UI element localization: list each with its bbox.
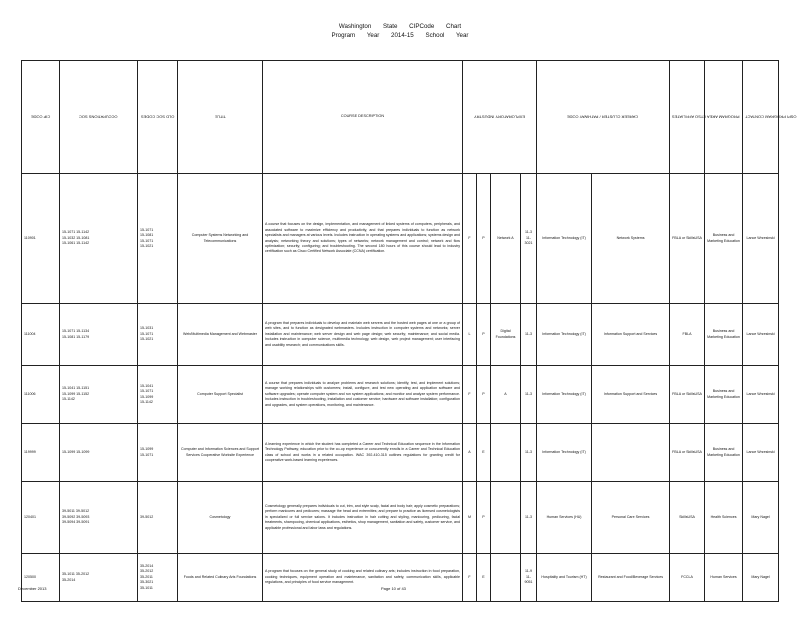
pathway-cell: Network Systems — [592, 174, 670, 304]
ctso-cell: FBLA or SkillsUSA — [670, 366, 705, 424]
description-cell: A learning experience in which the student has completed a Career and Technical Education sequence in the Information Technology Pathway; education prior to the co-op experience or concurrently enrolls in a Career and Technical Education class of school and works in a related occupation. WAC 392-410-315 outlines regulations for granting credit for cooperative work-based learning experiences. — [263, 424, 463, 482]
flag-3-cell: A — [491, 366, 521, 424]
contact-cell: Lance Wrzesinski — [743, 304, 779, 366]
flag-2-cell: E — [477, 554, 491, 602]
document-title — [0, 22, 800, 40]
ctso-cell: FBLA or SkillsUSA — [670, 174, 705, 304]
program-area-cell: Business and Marketing Education — [705, 424, 743, 482]
program-area-cell: Human Services — [705, 554, 743, 602]
occupations-cell: 15-1071 15-1134 15-1081 15-1179 — [60, 304, 138, 366]
program-area-cell: Business and Marketing Education — [705, 304, 743, 366]
occupations-cell: 15-1041 15-1151 15-1099 15-1152 15-1142 — [60, 366, 138, 424]
cip-code-cell: 111004 — [22, 304, 60, 366]
occupations-cell: 35-1011 35-2012 35-2014 — [60, 554, 138, 602]
title-cell: Cosmetology — [178, 482, 263, 554]
old-soc-cell: 39-5012 — [138, 482, 178, 554]
flag-3-cell: Network A — [491, 174, 521, 304]
old-soc-cell: 15-1071 15-1081 15-1071 15-1021 — [138, 174, 178, 304]
flag-1-cell: M — [463, 482, 477, 554]
flag-3-cell — [491, 554, 521, 602]
pathway-cell: Information Support and Services — [592, 366, 670, 424]
contact-cell: Lance Wrzesinski — [743, 366, 779, 424]
table-row — [22, 424, 779, 482]
header-cip: CIP CODE — [22, 61, 60, 174]
cip-code-cell: 111006 — [22, 366, 60, 424]
old-soc-cell: 15-1031 15-1071 15-1021 — [138, 304, 178, 366]
cip-code-cell: 119999 — [22, 424, 60, 482]
flag-1-cell: L — [463, 304, 477, 366]
program-area-cell: Business and Marketing Education — [705, 174, 743, 304]
flag-2-cell: P — [477, 366, 491, 424]
pathway-cell: Information Support and Services — [592, 304, 670, 366]
header-ctso: CTSO AFFILIATES — [670, 61, 705, 174]
title-cell: Computer Support Specialist — [178, 366, 263, 424]
header-program-area: PROGRAM AREA — [705, 61, 743, 174]
title-cell: Computer Systems Networking and Telecommunications — [178, 174, 263, 304]
flag-3-cell — [491, 424, 521, 482]
title-line-2: Program Year 2014-15 School Year — [331, 32, 469, 39]
flag-3-cell: Digital Foundations — [491, 304, 521, 366]
cip-code-cell: 110901 — [22, 174, 60, 304]
cluster-cell: Information Technology (IT) — [537, 304, 592, 366]
flag-1-cell: A — [463, 424, 477, 482]
title-cell: Foods and Related Culinary Arts Foundations — [178, 554, 263, 602]
header-old-soc: OLD SOC CODES — [138, 61, 178, 174]
occupations-cell: 15-1099 15-1099 — [60, 424, 138, 482]
ctso-cell: FBLA — [670, 304, 705, 366]
flag-2-cell: P — [477, 174, 491, 304]
cluster-cell: Information Technology (IT) — [537, 174, 592, 304]
cip-code-cell: 120401 — [22, 482, 60, 554]
cluster-cell: Information Technology (IT) — [537, 366, 592, 424]
flag-2-cell: P — [477, 304, 491, 366]
cip-code-table — [21, 60, 797, 602]
header-description: COURSE DESCRIPTION — [263, 61, 463, 174]
ctso-cell: FCCLA — [670, 554, 705, 602]
header-contact: OSPI PROGRAM CONTACT — [743, 61, 779, 174]
pathway-cell: Restaurant and Food/Beverage Services — [592, 554, 670, 602]
program-area-cell: Health Sciences — [705, 482, 743, 554]
pathway-cell — [592, 424, 670, 482]
old-soc-cell: 15-1099 15-1071 — [138, 424, 178, 482]
header-row — [22, 61, 779, 174]
flag-1-cell: F — [463, 554, 477, 602]
contact-cell: Lance Wrzesinski — [743, 174, 779, 304]
contact-cell: Mary Nagel — [743, 482, 779, 554]
occupations-cell: 15-1071 15-1142 15-1032 15-1081 15-1061 15-1142 — [60, 174, 138, 304]
flag-2-cell: P — [477, 482, 491, 554]
old-soc-cell: 35-2014 35-2012 35-2011 35-3021 35-1011 — [138, 554, 178, 602]
footer-page: Page 10 of 43 — [381, 586, 406, 591]
description-cell: A program that prepares individuals to develop and maintain web servers and the hosted web pages at one or a group of web sites, and to function as designated webmasters. Includes instruction in computer systems and networks; server installation and maintenance; web server design and web page design; web security; maintenance; and social media. Includes instruction in computer science, multimedia technology, web design, web project management; user interfacing and usability research; and communications skills. — [263, 304, 463, 366]
contact-cell: Mary Nagel — [743, 554, 779, 602]
occupations-cell: 39-5011 39-5012 39-5092 39-5093 39-5094 39-5091 — [60, 482, 138, 554]
table-row — [22, 366, 779, 424]
header-cluster: CAREER CLUSTER / PATHWAY CODE — [537, 61, 670, 174]
header-title: TITLE — [178, 61, 263, 174]
table-row — [22, 174, 779, 304]
old-soc-cell: 15-1041 15-1071 15-1099 15-1142 — [138, 366, 178, 424]
occ-code-cell: 11-3 — [521, 304, 537, 366]
cluster-cell: Human Services (HU) — [537, 482, 592, 554]
table-row — [22, 482, 779, 554]
cluster-cell: Information Technology (IT) — [537, 424, 592, 482]
flag-3-cell — [491, 482, 521, 554]
header-occupations: OCCUPATIONS SOC — [60, 61, 138, 174]
occ-code-cell: 11-3 — [521, 366, 537, 424]
description-cell: A course that prepares individuals to analyze problems and research solutions; identify, test, and implement solutions; manage working relationships with customers; install, configure, and test new operating and application software and software upgrades; operate computer system and run system applications; and monitor and analyze system performance. Includes instruction in troubleshooting, installation and customer service; hardware and software installation; configuration and upgrades, and system operations, monitoring, and maintenance. — [263, 366, 463, 424]
ctso-cell: FBLA or SkillsUSA — [670, 424, 705, 482]
description-cell: A course that focuses on the design, implementation, and management of linked systems of computers, peripherals, and associated software to maximize efficiency and productivity, and that prepares individuals to function as network specialists and managers at various levels. Includes instruction in operating systems and applications; systems design and analysis; networking theory and solutions; types of networks; network management and control; network and flow optimization; security; configuring; and troubleshooting. The second 180 hours of this course should lead to industry certification such as Cisco Certified Network Associate (CCNA) certification. — [263, 174, 463, 304]
title-line-1: Washington State CIPCode Chart — [338, 23, 462, 30]
occ-code-cell: 11-9 11-9051 — [521, 554, 537, 602]
description-cell: A program that focuses on the general study of cooking and related culinary arts; includes instruction in food preparation, cooking techniques, equipment operation and maintenance, sanitation and safety, communication skills, applicable regulations, and principles of food service management. — [263, 554, 463, 602]
flag-1-cell: F — [463, 366, 477, 424]
cip-code-cell: 120500 — [22, 554, 60, 602]
table-row — [22, 554, 779, 602]
cluster-cell: Hospitality and Tourism (HT) — [537, 554, 592, 602]
occ-code-cell: 11-3 — [521, 424, 537, 482]
ctso-cell: SkillsUSA — [670, 482, 705, 554]
title-cell: Web/Multimedia Management and Webmaster — [178, 304, 263, 366]
occ-code-cell: 11-3 — [521, 482, 537, 554]
table-row — [22, 304, 779, 366]
pathway-cell: Personal Care Services — [592, 482, 670, 554]
occ-code-cell: 11-3 11-3021 — [521, 174, 537, 304]
title-cell: Computer and Information Sciences and Support Services Cooperative Worksite Experience — [178, 424, 263, 482]
description-cell: Cosmetology generally prepares individuals to cut, trim, and style scalp, facial and body hair; apply cosmetic preparations; perform manicures and pedicures; massage the head and extremities; and prepare to practice as licensed cosmetologists in specialized or full service salons. It includes instruction in hair cutting and styling, manicuring, pedicuring, facial treatments, shampooing, chemical applications, esthetics, shop management, sanitation and safety, customer service, and applicable professional and labor laws and regulations. — [263, 482, 463, 554]
contact-cell: Lance Wrzesinski — [743, 424, 779, 482]
header-flags: EXPLORATORY INDUSTRY — [463, 61, 537, 174]
footer-date: December 2013 — [18, 586, 47, 591]
program-area-cell: Business and Marketing Education — [705, 366, 743, 424]
flag-2-cell: E — [477, 424, 491, 482]
flag-1-cell: F — [463, 174, 477, 304]
